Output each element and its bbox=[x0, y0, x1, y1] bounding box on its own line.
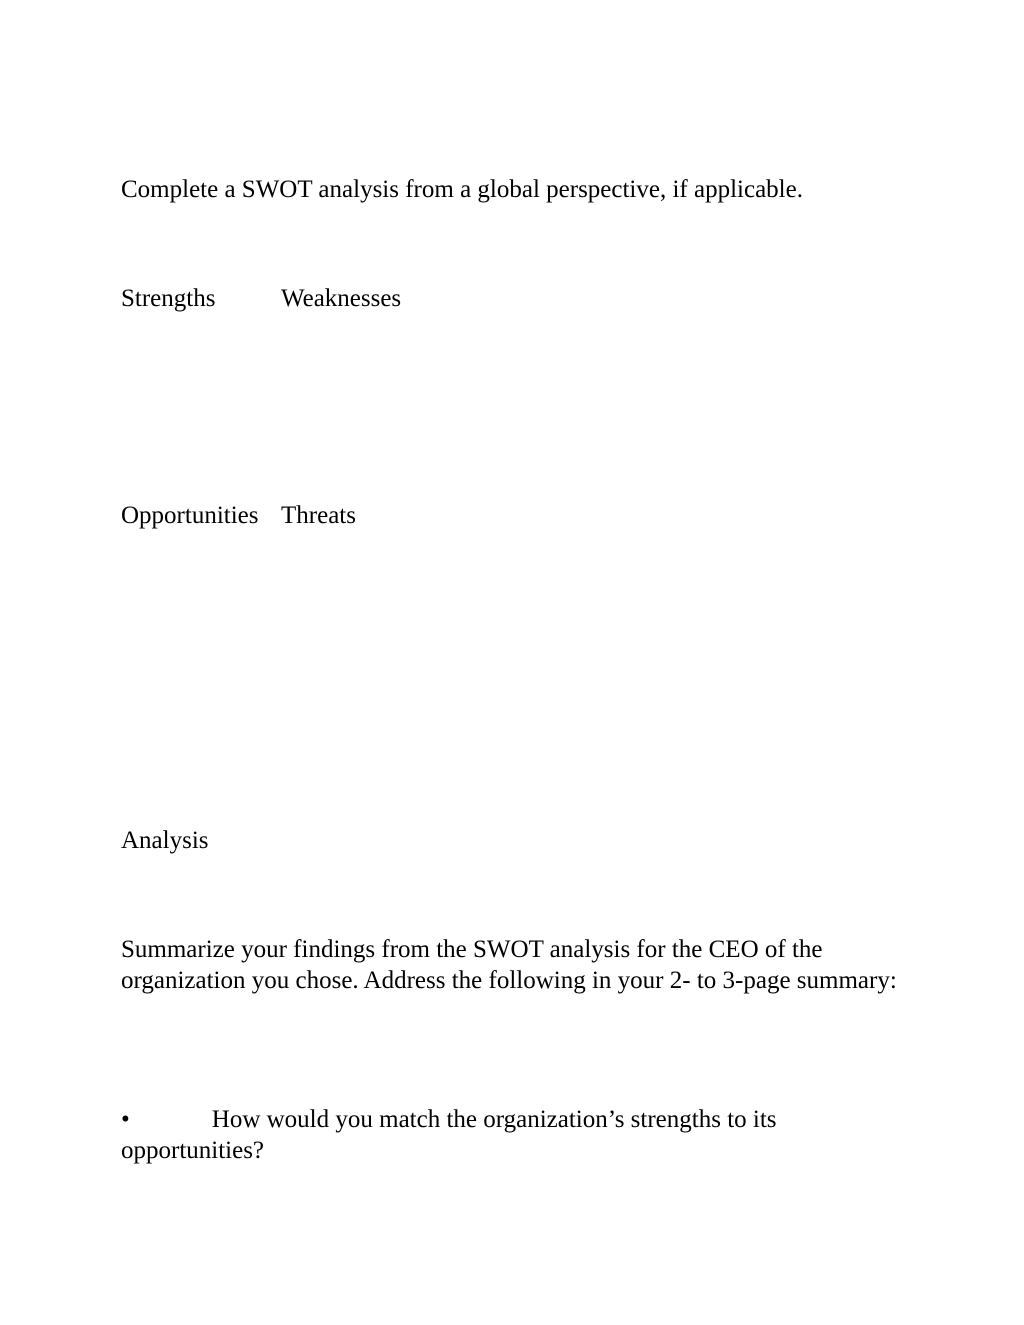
swot-row-1 bbox=[121, 283, 402, 314]
analysis-heading: Analysis bbox=[121, 827, 209, 854]
summary-paragraph: Summarize your findings from the SWOT analysis for the CEO of the organization you chose. Address the following in your 2- to 3-page summary: bbox=[121, 936, 897, 994]
bullet-text: How would you match the organization’s strengths to its opportunities? bbox=[121, 1106, 777, 1164]
bullet-item bbox=[121, 1104, 911, 1166]
bullet-marker: • bbox=[121, 1106, 130, 1133]
weaknesses-heading: Weaknesses bbox=[281, 285, 402, 312]
intro-instruction: Complete a SWOT analysis from a global perspective, if applicable. bbox=[121, 176, 803, 203]
opportunities-heading: Opportunities bbox=[121, 502, 259, 529]
swot-row-2 bbox=[121, 500, 356, 531]
threats-heading: Threats bbox=[281, 502, 356, 529]
strengths-heading: Strengths bbox=[121, 285, 216, 312]
